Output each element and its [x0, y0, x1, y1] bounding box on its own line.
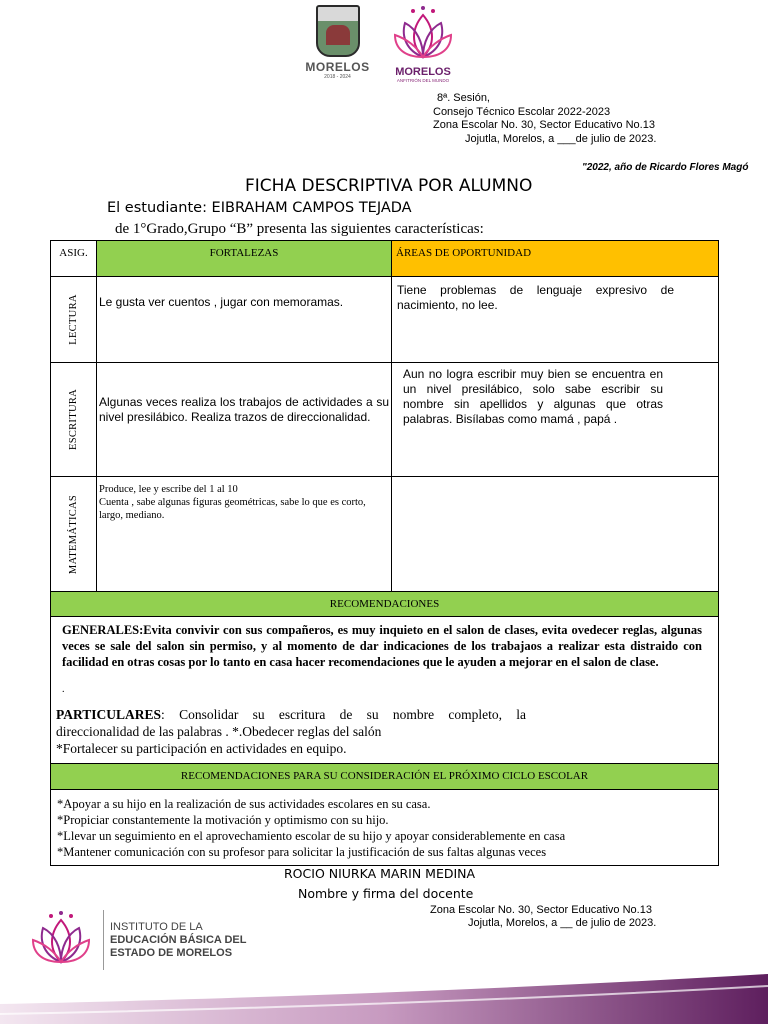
institute-line-1: INSTITUTO DE LA — [110, 921, 203, 933]
logo-left-years: 2018 - 2024 — [324, 74, 351, 80]
logo-right-word: MORELOS — [395, 66, 451, 78]
session-number: 8ª. Sesión, — [437, 92, 490, 104]
institute-name — [110, 921, 247, 960]
strengths-cell-math — [96, 476, 392, 592]
footer-zone-info — [430, 904, 656, 930]
coat-of-arms-icon — [316, 5, 360, 57]
lotus-flower-icon — [393, 5, 453, 63]
subject-label-writing: ESCRITURA — [68, 388, 80, 451]
column-header-strengths-label: FORTALEZAS — [209, 247, 279, 259]
subject-cell-reading — [50, 276, 97, 363]
particular-line-1: : Consolidar su escritura de su nombre completo, la — [161, 707, 526, 722]
header-zone: Zona Escolar No. 30, Sector Educativo No.13 — [433, 119, 655, 131]
logo-left-word: MORELOS — [305, 60, 370, 74]
recommendations-header-label: RECOMENDACIONES — [329, 598, 440, 610]
council-name: Consejo Técnico Escolar 2022-2023 — [433, 105, 611, 118]
footer-decorative-band — [0, 960, 768, 1024]
strengths-text-reading: Le gusta ver cuentos , jugar con memoramas. — [99, 295, 344, 309]
header-place-date: Jojutla, Morelos, a ___de julio de 2023. — [465, 132, 657, 145]
column-header-subject — [50, 240, 97, 277]
institute-line-2: EDUCACIÓN BÁSICA DEL — [110, 934, 247, 946]
next-cycle-item: *Llevar un seguimiento en el aprovechamiento escolar de su hijo y apoyar considerablemente en casa — [57, 829, 566, 843]
morelos-gov-logo — [388, 5, 458, 90]
column-header-opportunities — [391, 240, 719, 277]
next-cycle-item: *Propiciar constantemente la motivación y optimismo con su hijo. — [57, 813, 389, 827]
strengths-text-writing: Algunas veces realiza los trabajos de actividades a su nivel presilábico. Realiza trazos de direccionalidad. — [99, 395, 389, 424]
column-header-subject-label: ASIG. — [59, 247, 88, 259]
opportunities-text-reading: Tiene problemas de lenguaje expresivo de nacimiento, no lee. — [397, 283, 674, 312]
recommendations-header — [50, 591, 719, 617]
next-cycle-item: *Apoyar a su hijo en la realización de sus actividades escolares en su casa. — [57, 797, 431, 811]
column-header-strengths — [96, 240, 392, 277]
grade-line: de 1°Grado,Grupo “B” presenta las siguientes características: — [115, 221, 484, 237]
opportunities-cell-math — [391, 476, 719, 592]
teacher-name: ROCIO NIURKA MARIN MEDINA — [284, 866, 476, 881]
subject-label-reading: LECTURA — [68, 294, 80, 345]
footer-place-date: Jojutla, Morelos, a __ de julio de 2023. — [468, 917, 657, 929]
morelos-state-logo — [300, 5, 375, 90]
column-header-opportunities-label: ÁREAS DE OPORTUNIDAD — [396, 247, 532, 259]
subject-label-math: MATEMÁTICAS — [68, 494, 80, 574]
lotus-flower-icon — [28, 908, 94, 968]
next-cycle-item: *Mantener comunicación con su profesor para solicitar la justificación de sus faltas algunas veces — [57, 845, 547, 859]
strengths-cell-writing — [96, 362, 392, 477]
strengths-text-math-2: Cuenta , sabe algunas figuras geométricas, sabe lo que es corto, largo, mediano. — [99, 497, 366, 521]
particular-line-2: direccionalidad de las palabras . *.Obedecer reglas del salón — [56, 724, 382, 739]
particular-line-3: *Fortalecer su participación en actividades en equipo. — [56, 741, 347, 756]
session-info — [433, 92, 656, 146]
footer-zone: Zona Escolar No. 30, Sector Educativo No.13 — [430, 904, 652, 916]
next-cycle-header — [50, 763, 719, 790]
next-cycle-header-label: RECOMENDACIONES PARA SU CONSIDERACIÓN EL PRÓXIMO CICLO ESCOLAR — [180, 770, 589, 782]
subject-cell-writing — [50, 362, 97, 477]
next-cycle-list — [51, 790, 718, 860]
signature-caption: Nombre y firma del docente — [298, 886, 474, 901]
strengths-text-math-1: Produce, lee y escribe del 1 al 10 — [99, 484, 238, 495]
year-motto: "2022, año de Ricardo Flores Magó — [582, 162, 749, 173]
page-title: FICHA DESCRIPTIVA POR ALUMNO — [245, 176, 533, 196]
student-name-line: El estudiante: EIBRAHAM CAMPOS TEJADA — [107, 200, 412, 216]
logo-right-sub: ANFITRIÓN DEL MUNDO — [396, 78, 450, 83]
institute-line-3: ESTADO DE MORELOS — [110, 947, 233, 959]
particular-label: PARTICULARES — [56, 707, 162, 722]
particular-recommendations — [56, 706, 526, 757]
subject-cell-math — [50, 476, 97, 592]
general-recommendations: GENERALES:Evita convivir con sus compañeros, es muy inquieto en el salon de clases, evita ovedecer reglas, algunas veces se sale del salon sin permiso, y al momento de dar indicaciones de los trabajaos a realizar esta distraido con facilidad en otras cosas por lo tanto en casa hacer recomendaciones que le ayuden a mejorar en el salon de clase. — [62, 623, 702, 669]
next-cycle-body — [50, 789, 719, 866]
opportunities-cell-writing — [391, 362, 719, 477]
strengths-cell-reading — [96, 276, 392, 363]
opportunities-text-writing: Aun no logra escribir muy bien se encuentra en un nivel presilábico, solo sabe escribir su nombre sin apellidos y algunas que otras palabras. Bisílabas como mamá , papá . — [403, 367, 663, 426]
opportunities-cell-reading — [391, 276, 719, 363]
separator-dot: . — [62, 684, 65, 695]
